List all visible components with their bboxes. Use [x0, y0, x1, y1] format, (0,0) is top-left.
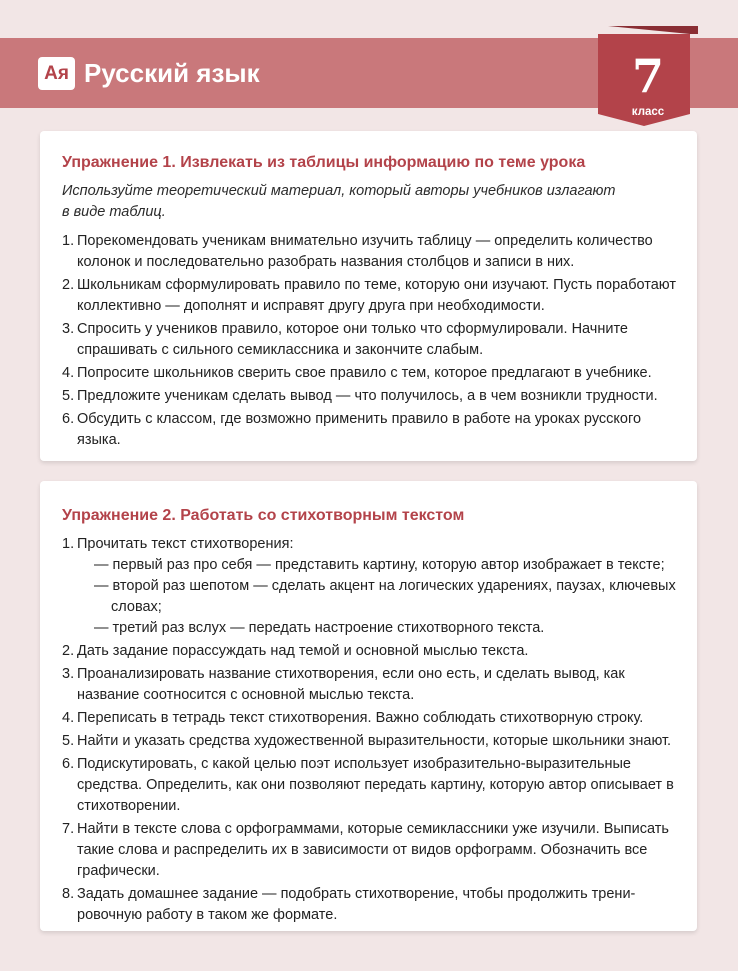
exercise-2-title: Упражнение 2. Работать со стихотворным текстом: [62, 507, 465, 524]
list-item-text: Предложите ученикам сделать вывод — что получилось, а в чем возникли трудности.: [77, 388, 658, 404]
list-item-number: 6.: [62, 756, 75, 772]
list-item: [62, 819, 682, 882]
list-item: [62, 409, 682, 451]
grade-number: 7: [631, 49, 664, 103]
exercise-2-card: [40, 481, 697, 931]
list-item-number: 1.: [62, 536, 75, 552]
sublist-item: — первый раз про себя — представить картину, которую автор изображает в тексте;: [94, 557, 665, 573]
list-item-number: 8.: [62, 886, 75, 902]
list-item-text: Переписать в тетрадь текст стихотворения. Важно соблюдать стихотворную строку.: [77, 710, 644, 726]
list-item-text: Найти и указать средства художественной выразительности, которые школьники знают.: [77, 733, 672, 749]
list-item-number: 5.: [62, 388, 75, 404]
list-item-number: 1.: [62, 233, 75, 249]
list-item-text: Найти в тексте слова с орфограммами, которые семиклассники уже изучили. Выписать такие слова и распределить их в зависимости от видов орфограмм. Обозначить все графически.: [77, 821, 669, 879]
grade-tab: [598, 26, 698, 126]
list-item-text: Обсудить с классом, где возможно применить правило в работе на уроках русского языка.: [77, 411, 642, 448]
list-item-number: 6.: [62, 411, 75, 427]
list-item: [62, 231, 682, 273]
list-item-number: 3.: [62, 666, 75, 682]
list-item: [62, 534, 682, 639]
list-item-text: Спросить у учеников правило, которое они только что сформулировали. Начните спрашивать с сильного семиклассника и закончите слабым.: [77, 321, 628, 358]
list-item: [62, 319, 682, 361]
grade-label: класс: [631, 106, 665, 118]
list-item-number: 5.: [62, 733, 75, 749]
exercise-1-intro-line-1: Используйте теоретический материал, который авторы учебников излагают: [62, 183, 616, 199]
list-item-number: 7.: [62, 821, 75, 837]
list-item-text: Школьникам сформулировать правило по теме, которую они изучают. Пусть поработают коллективно — дополнят и исправят другу друга при необходимости.: [77, 277, 677, 314]
subject-title: Русский язык: [84, 58, 260, 88]
list-item: [62, 754, 682, 817]
exercise-1-card: [40, 131, 697, 461]
list-item: [62, 386, 682, 407]
list-item-text: Проанализировать название стихотворения, если оно есть, и сделать вывод, как название соотносится с основной мыслью текста.: [77, 666, 625, 703]
exercise-1-list: [62, 231, 682, 453]
sublist-item: — второй раз шепотом — сделать акцент на логических ударениях, паузах, ключевых словах;: [94, 578, 676, 615]
list-item: [62, 664, 682, 706]
list-item-number: 2.: [62, 643, 75, 659]
list-item-number: 3.: [62, 321, 75, 337]
list-item-number: 2.: [62, 277, 75, 293]
list-item: [62, 884, 682, 926]
list-item-text: Задать домашнее задание — подобрать стихотворение, чтобы продолжить тренировочную работу в таком же формате.: [77, 886, 636, 923]
list-item-text: Подискутировать, с какой целью поэт использует изобразительно-выразительные средства. Определить, как они позволяют передать картину, которую автор описывает в стихотворении.: [77, 756, 674, 814]
list-item-text: Прочитать текст стихотворения:: [77, 536, 294, 552]
list-item-number: 4.: [62, 365, 75, 381]
list-item: [62, 363, 682, 384]
exercise-1-title: Упражнение 1. Извлекать из таблицы информацию по теме урока: [62, 154, 586, 171]
list-item-text: Попросите школьников сверить свое правило с тем, которое предлагают в учебнике.: [77, 365, 652, 381]
list-item-text: Дать задание порассуждать над темой и основной мыслью текста.: [77, 643, 529, 659]
list-item-number: 4.: [62, 710, 75, 726]
list-item: [62, 731, 682, 752]
sublist-item: — третий раз вслух — передать настроение стихотворного текста.: [94, 620, 545, 636]
logo-icon: Ая: [38, 57, 75, 90]
list-item: [62, 275, 682, 317]
exercise-1-intro-line-2: в виде таблиц.: [62, 204, 166, 220]
list-item: [62, 708, 682, 729]
exercise-1-intro: [62, 181, 672, 223]
list-item: [62, 641, 682, 662]
exercise-2-sublist: [77, 555, 682, 639]
list-item-text: Порекомендовать ученикам внимательно изучить таблицу — определить количество колонок и последовательно разобрать названия столбцов и записи в них.: [77, 233, 653, 270]
exercise-2-list: [62, 534, 682, 928]
